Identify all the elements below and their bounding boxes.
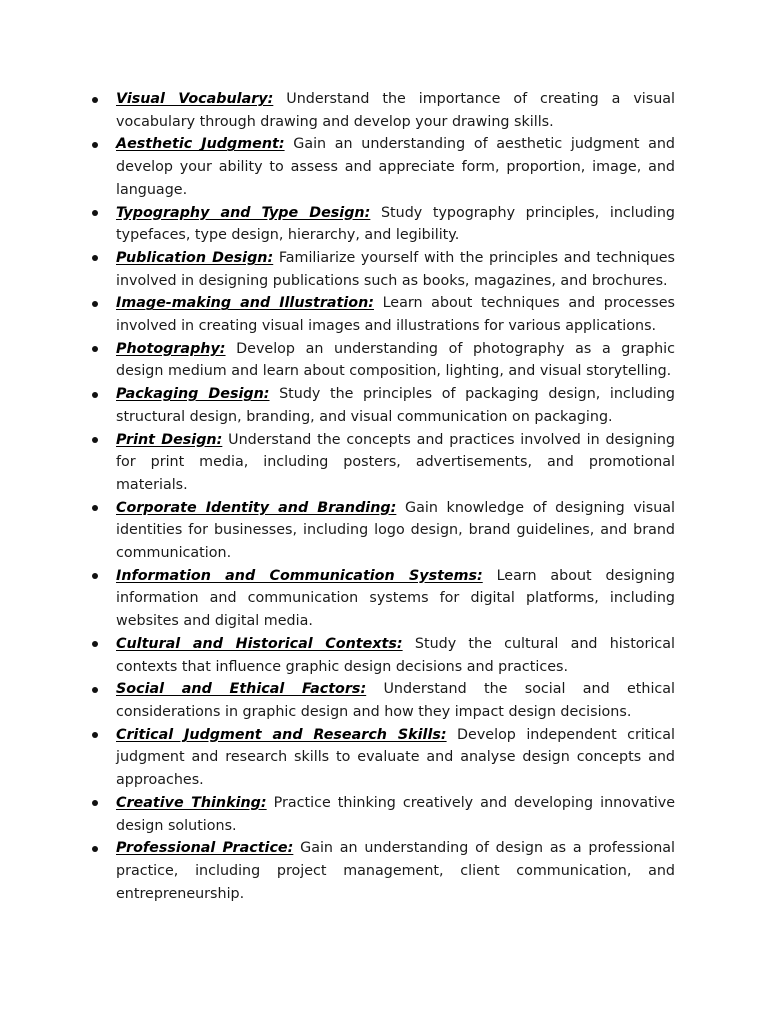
bullet-icon xyxy=(92,687,98,693)
item-term: Corporate Identity and Branding: xyxy=(116,499,397,516)
bullet-icon xyxy=(92,505,98,511)
item-term: Cultural and Historical Contexts: xyxy=(116,635,403,652)
list-item xyxy=(88,202,675,247)
bullet-icon xyxy=(92,437,98,443)
item-description: Practice thinking creatively and developing innovative design solutions. xyxy=(116,794,675,834)
item-description: Familiarize yourself with the principles and techniques involved in designing publications such as books, magazines, and brochures. xyxy=(116,249,676,289)
item-term: Aesthetic Judgment: xyxy=(116,136,285,153)
item-description: Study typography principles, including typefaces, type design, hierarchy, and legibility. xyxy=(116,204,676,244)
bullet-icon xyxy=(92,732,98,738)
item-description: Learn about designing information and communication systems for digital platforms, including websites and digital media. xyxy=(116,567,675,630)
item-description: Study the principles of packaging design, including structural design, branding, and visual communication on packaging. xyxy=(116,386,675,425)
item-description: Gain an understanding of design as a professional practice, including project management, client communication, and entrepreneurship. xyxy=(116,840,675,902)
bullet-icon xyxy=(92,800,98,806)
bullet-icon xyxy=(92,97,98,103)
item-description: Understand the concepts and practices involved in designing for print media, including posters, advertisements, and promotional materials. xyxy=(116,431,675,493)
item-description: Learn about techniques and processes involved in creating visual images and illustrations for various applications. xyxy=(116,295,675,335)
list-item xyxy=(88,792,675,837)
item-term: Print Design: xyxy=(116,431,223,448)
item-term: Information and Communication Systems: xyxy=(116,567,483,584)
bullet-icon xyxy=(92,346,98,352)
bullet-icon xyxy=(92,210,98,216)
item-term: Packaging Design: xyxy=(116,386,270,403)
bullet-icon xyxy=(92,142,98,148)
bullet-icon xyxy=(92,255,98,261)
list-item xyxy=(88,678,675,723)
list-item xyxy=(88,338,675,383)
list-item xyxy=(88,133,675,201)
bullet-icon xyxy=(92,301,98,307)
list-item xyxy=(88,724,675,792)
item-description: Study the cultural and historical contexts that influence graphic design decisions and practices. xyxy=(116,635,675,675)
item-description: Gain knowledge of designing visual identities for businesses, including logo design, brand guidelines, and brand communication. xyxy=(116,499,676,562)
item-term: Critical Judgment and Research Skills: xyxy=(116,726,447,743)
list-item xyxy=(88,383,675,428)
list-item xyxy=(88,429,675,497)
topic-bullet-list xyxy=(88,88,675,905)
item-description: Understand the importance of creating a visual vocabulary through drawing and develop your drawing skills. xyxy=(116,91,675,130)
item-description: Gain an understanding of aesthetic judgment and develop your ability to assess and appreciate form, proportion, image, and language. xyxy=(116,136,675,198)
list-item xyxy=(88,837,675,905)
list-item xyxy=(88,88,675,133)
item-term: Publication Design: xyxy=(116,249,274,266)
bullet-icon xyxy=(92,573,98,579)
item-term: Typography and Type Design: xyxy=(116,204,371,221)
list-item xyxy=(88,565,675,633)
item-term: Creative Thinking: xyxy=(116,794,267,811)
list-item xyxy=(88,292,675,337)
item-term: Visual Vocabulary: xyxy=(116,91,274,107)
item-term: Photography: xyxy=(116,340,226,357)
item-description: Develop independent critical judgment and research skills to evaluate and analyse design concepts and approaches. xyxy=(116,726,676,789)
item-term: Social and Ethical Factors: xyxy=(116,681,367,698)
bullet-icon xyxy=(92,846,98,852)
item-term: Image-making and Illustration: xyxy=(116,295,374,312)
bullet-icon xyxy=(92,392,98,398)
item-term: Professional Practice: xyxy=(116,840,294,857)
item-description: Understand the social and ethical considerations in graphic design and how they impact design decisions. xyxy=(116,681,676,720)
list-item xyxy=(88,247,675,292)
list-item xyxy=(88,497,675,565)
bullet-icon xyxy=(92,641,98,647)
list-item xyxy=(88,633,675,678)
item-description: Develop an understanding of photography as a graphic design medium and learn about composition, lighting, and visual storytelling. xyxy=(116,340,675,380)
